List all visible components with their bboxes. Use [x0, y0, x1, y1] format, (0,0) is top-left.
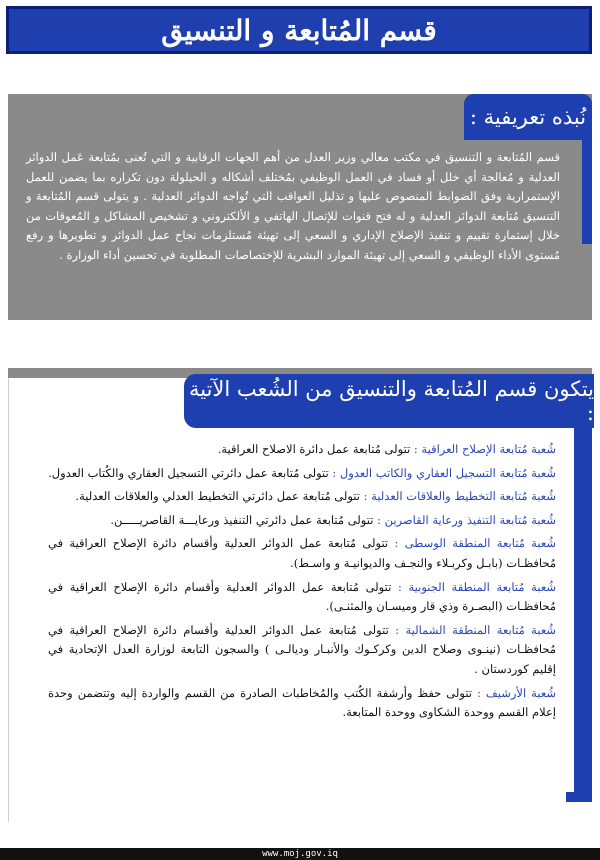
sections-accent-foot	[566, 792, 592, 802]
list-item	[48, 464, 556, 484]
list-item	[48, 578, 556, 617]
sections-heading: يتكون قسم المُتابعة والتنسيق من الشُعب الآتية :	[188, 377, 594, 425]
list-item	[48, 684, 556, 723]
title-banner	[6, 6, 592, 54]
intro-heading: نُبذه تعريفية :	[469, 105, 587, 129]
section-name: شُعبة مُتابعة التسجيل العقاري والكاتب العدول :	[332, 465, 556, 480]
section-description: تتولى مُتابعة عمل الدوائر العدلية وأقسام دائرة الإصلاح العراقية في مُحافظـات (البصـرة وذي قار وميسـان والمثنـى).	[48, 579, 556, 614]
section-description: تتولى مُتابعة عمل الدوائر العدلية وأقسام دائرة الإصلاح العراقية في مُحافظـات (بابـل وكربـلاء والنجـف والديوانيـة و واسـط).	[48, 536, 556, 570]
section-name: شُعبة مُتابعة المنطقة الشمالية :	[395, 622, 557, 637]
section-name: شُعبة مُتابعة التخطيط والعلاقات العدلية :	[363, 489, 556, 504]
section-description: تتولى مُتابعة عمل الدوائر العدلية وأقسام دائرة الإصلاح العراقية في مُحافظـات (نينـوى وصلاح الدين وكركـوك والأنبـار وديالـى ) والسجون التابعة لوزارة العدل الإتحادية في إقليم كوردستان .	[48, 622, 556, 676]
section-description: تتولى مُتابعة عمل دائرتي التسجيل العقاري والكُتاب العدول.	[48, 465, 329, 480]
list-item	[48, 440, 556, 460]
section-description: تتولى مُتابعة عمل دائرتي التنفيذ ورعايـــة القاصريـــــن.	[110, 512, 374, 527]
section-name: شُعبة مُتابعة الإصلاح العراقية :	[413, 442, 556, 456]
section-description: تتولى مُتابعة عمل دائرة الاصلاح العراقية.	[217, 442, 411, 456]
intro-paragraph: قسم المُتابعة و التنسيق في مكتب معالي وزير العدل من أهم الجهات الرقابية و التي تُعنى بمُتابعة عَمل الدوائر العدلية و مُعالجة أي خلل أو فساد في العمل الوظيفي بمُختلف أشكاله و الحيلولة دون تكراره بما يضمن للعمل الإستمرارية وفق الضوابط المنصوص عليها و تذليل العواقب التي تُواجه الدوائر العدلية . و يتولى قسم المُتابعة و التنسيق مُتابعة الدوائر العدلية و له فتح قنوات للإتصال الهاتفي و الألكتروني و تشخيص المشاكل و المُعوقات من خلال إستمارة تقييم و تنفيذ الإصلاح الإداري و السعي إلى تهيئة مُستلزمات نجاح عمل الدوائر و تطويرها و رفع مُستوى الأداء الوظيفي و السعي إلى تهيئة الموارد البشرية للإختصاصات المطلوبة في تحسين أداء الوزارة .	[26, 150, 560, 262]
section-description: تتولى حفظ وأرشفة الكُتب والمُخاطبات الصادرة من القسم والواردة إليه وتتضمن وحدة إعلام القسم ووحدة الشكاوى ووحدة المتابعة.	[48, 685, 556, 720]
sections-heading-banner	[184, 374, 594, 428]
sections-accent-stripe	[574, 428, 592, 802]
page-title: قسم المُتابعة و التنسيق	[161, 13, 437, 47]
intro-heading-tab	[464, 94, 592, 140]
section-name: شُعبة الأرشيف :	[477, 685, 557, 700]
sections-list	[48, 440, 556, 727]
list-item	[48, 534, 556, 573]
section-name: شُعبة مُتابعة المنطقة الوسطى :	[394, 536, 556, 551]
footer-url[interactable]: www.moj.gov.iq	[262, 849, 338, 859]
footer-bar	[0, 848, 600, 860]
section-name: شُعبة مُتابعة المنطقة الجنوبية :	[397, 579, 556, 594]
list-item	[48, 487, 556, 507]
intro-accent-stripe	[582, 140, 592, 244]
list-item	[48, 511, 556, 531]
section-description: تتولى مُتابعة عمل دائرتي التخطيط العدلي والعلاقات العدلية.	[75, 489, 360, 504]
section-name: شُعبة مُتابعة التنفيذ ورعاية القاصرين :	[377, 512, 556, 527]
list-item	[48, 621, 556, 680]
